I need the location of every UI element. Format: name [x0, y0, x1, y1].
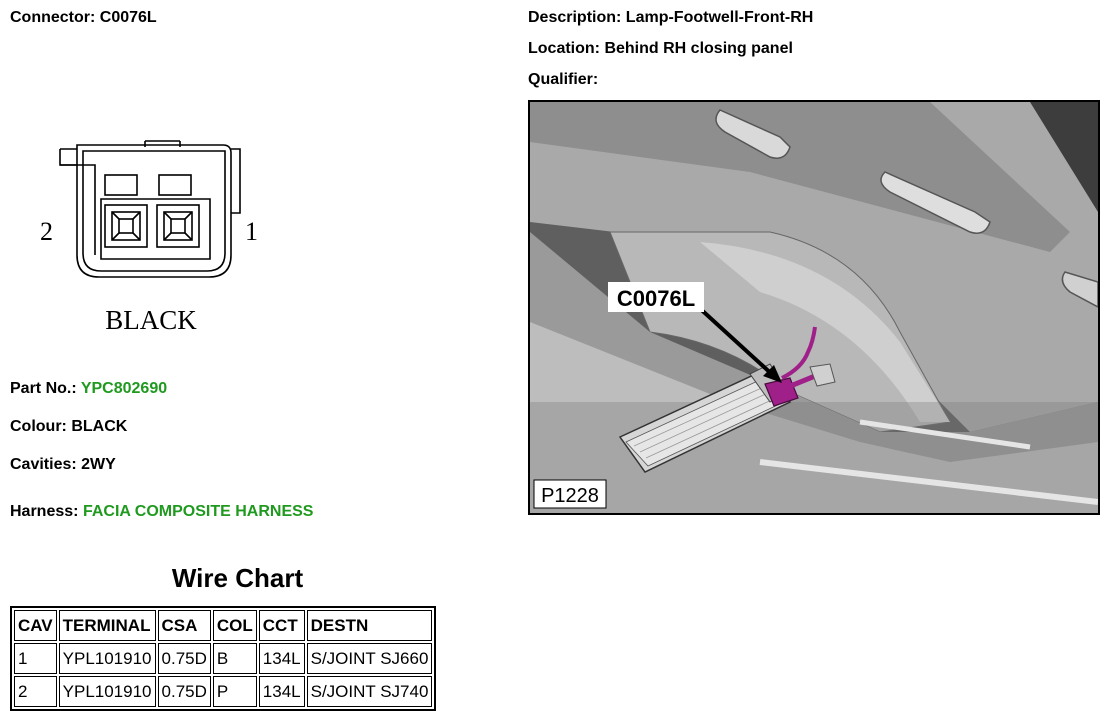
cell-terminal: YPL101910: [59, 676, 156, 707]
header-cct: CCT: [259, 610, 305, 641]
connector-location-illustration: [528, 100, 1100, 515]
callout-label: C0076L: [616, 286, 696, 311]
connector-face-diagram: [35, 125, 270, 340]
location-value: Behind RH closing panel: [604, 40, 793, 57]
colour-field: [10, 418, 127, 436]
table-header-row: [14, 610, 432, 641]
location-field: [528, 40, 793, 58]
wire-chart-table: [10, 606, 436, 711]
cell-cav: 1: [14, 643, 57, 674]
header-destn: DESTN: [307, 610, 433, 641]
colour-value: BLACK: [71, 418, 128, 435]
description-field: [528, 9, 813, 27]
part-number-field: [10, 380, 167, 398]
wire-chart-title: Wire Chart: [171, 563, 304, 593]
connector-value: C0076L: [99, 9, 157, 26]
header-cav: CAV: [14, 610, 57, 641]
cell-csa: 0.75D: [158, 676, 211, 707]
cell-cav: 2: [14, 676, 57, 707]
part-number-link[interactable]: YPC802690: [80, 380, 168, 397]
part-number-label: Part No.:: [10, 380, 77, 397]
header-terminal: TERMINAL: [59, 610, 156, 641]
pin-1-label: 1: [245, 217, 258, 246]
harness-field: [10, 503, 313, 521]
cell-col: B: [213, 643, 257, 674]
description-value: Lamp-Footwell-Front-RH: [625, 9, 814, 26]
harness-label: Harness:: [10, 503, 79, 520]
header-col: COL: [213, 610, 257, 641]
harness-link[interactable]: FACIA COMPOSITE HARNESS: [82, 503, 314, 520]
cell-cct: 134L: [259, 643, 305, 674]
connector-label: Connector:: [10, 9, 96, 26]
cell-terminal: YPL101910: [59, 643, 156, 674]
cavities-label: Cavities:: [10, 456, 77, 473]
cell-col: P: [213, 676, 257, 707]
cell-destn: S/JOINT SJ660: [307, 643, 433, 674]
table-row: [14, 676, 432, 707]
description-label: Description:: [528, 9, 622, 26]
cavities-field: [10, 456, 116, 474]
qualifier-label: Qualifier:: [528, 71, 599, 88]
cell-cct: 134L: [259, 676, 305, 707]
pin-2-label: 2: [40, 217, 53, 246]
cell-csa: 0.75D: [158, 643, 211, 674]
cell-destn: S/JOINT SJ740: [307, 676, 433, 707]
header-csa: CSA: [158, 610, 211, 641]
qualifier-field: [528, 71, 598, 89]
colour-label: Colour:: [10, 418, 67, 435]
cavities-value: 2WY: [81, 456, 116, 473]
connector-colour-label: BLACK: [105, 305, 197, 335]
table-row: [14, 643, 432, 674]
image-reference-label: P1228: [541, 485, 599, 507]
connector-field: [10, 9, 157, 27]
location-label: Location:: [528, 40, 600, 57]
